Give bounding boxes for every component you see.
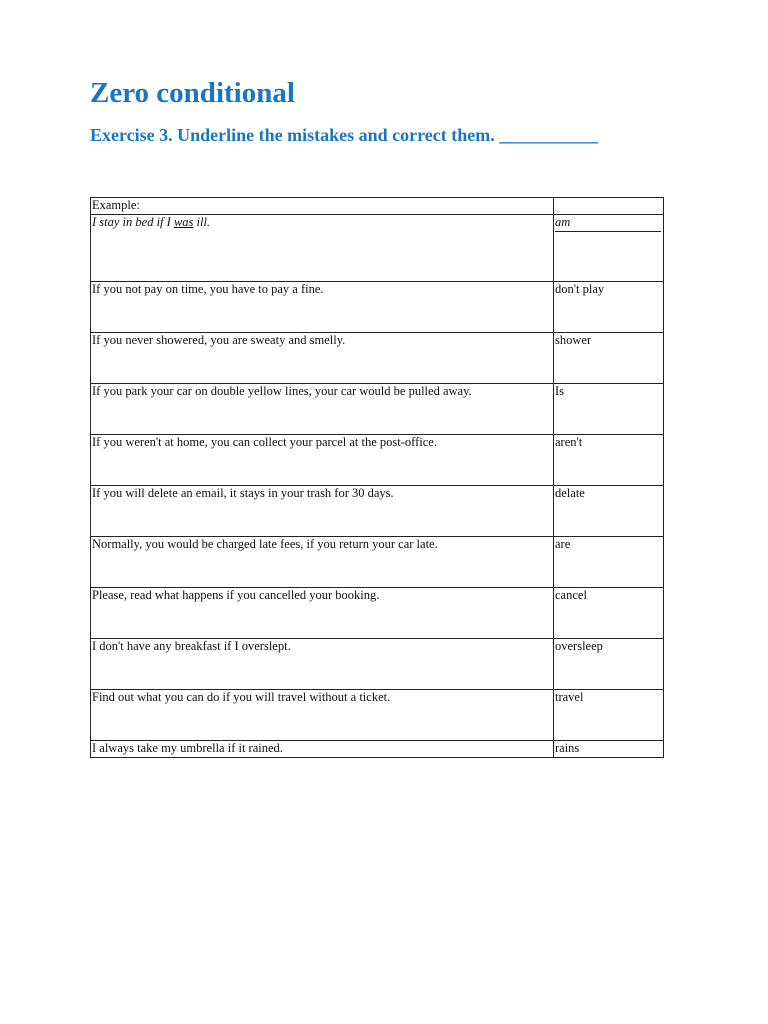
example-answer-cell bbox=[554, 215, 664, 282]
sentence-cell: If you weren't at home, you can collect your parcel at the post-office. bbox=[91, 435, 554, 486]
sentence-cell: If you never showered, you are sweaty and smelly. bbox=[91, 333, 554, 384]
answer-cell: Is bbox=[554, 384, 664, 435]
example-mistake: was bbox=[173, 215, 194, 229]
example-row bbox=[91, 215, 664, 282]
answer-cell: are bbox=[554, 537, 664, 588]
table-row bbox=[91, 282, 664, 333]
answer-cell: rains bbox=[554, 741, 664, 758]
answer-cell: aren't bbox=[554, 435, 664, 486]
sentence-cell: If you park your car on double yellow lines, your car would be pulled away. bbox=[91, 384, 554, 435]
answer-cell: oversleep bbox=[554, 639, 664, 690]
example-header-empty-cell bbox=[554, 198, 664, 215]
sentence-cell: I always take my umbrella if it rained. bbox=[91, 741, 554, 758]
answer-cell: don't play bbox=[554, 282, 664, 333]
example-sentence-before: I stay in bed if I bbox=[92, 215, 174, 229]
table-row bbox=[91, 537, 664, 588]
example-sentence bbox=[92, 215, 210, 229]
sentence-cell: If you will delete an email, it stays in your trash for 30 days. bbox=[91, 486, 554, 537]
table-row bbox=[91, 588, 664, 639]
answer-cell: shower bbox=[554, 333, 664, 384]
table-row bbox=[91, 435, 664, 486]
example-sentence-after: ill. bbox=[193, 215, 211, 229]
example-sentence-cell bbox=[91, 215, 554, 282]
answer-cell: travel bbox=[554, 690, 664, 741]
table-row bbox=[91, 486, 664, 537]
sentence-cell: Please, read what happens if you cancelled your booking. bbox=[91, 588, 554, 639]
sentence-cell: If you not pay on time, you have to pay a fine. bbox=[91, 282, 554, 333]
table-row bbox=[91, 384, 664, 435]
sentence-cell: Find out what you can do if you will travel without a ticket. bbox=[91, 690, 554, 741]
page-title: Zero conditional bbox=[90, 77, 295, 109]
answer-cell: delate bbox=[554, 486, 664, 537]
example-label: Example: bbox=[91, 198, 554, 215]
exercise-table bbox=[90, 197, 664, 758]
example-header-row bbox=[91, 198, 664, 215]
exercise-instruction: Exercise 3. Underline the mistakes and correct them. ___________ bbox=[90, 125, 599, 145]
sentence-cell: I don't have any breakfast if I overslept. bbox=[91, 639, 554, 690]
answer-cell: cancel bbox=[554, 588, 664, 639]
table-row bbox=[91, 333, 664, 384]
table-row bbox=[91, 741, 664, 758]
example-answer: am bbox=[555, 215, 661, 232]
sentence-cell: Normally, you would be charged late fees, if you return your car late. bbox=[91, 537, 554, 588]
table-row bbox=[91, 690, 664, 741]
table-row bbox=[91, 639, 664, 690]
